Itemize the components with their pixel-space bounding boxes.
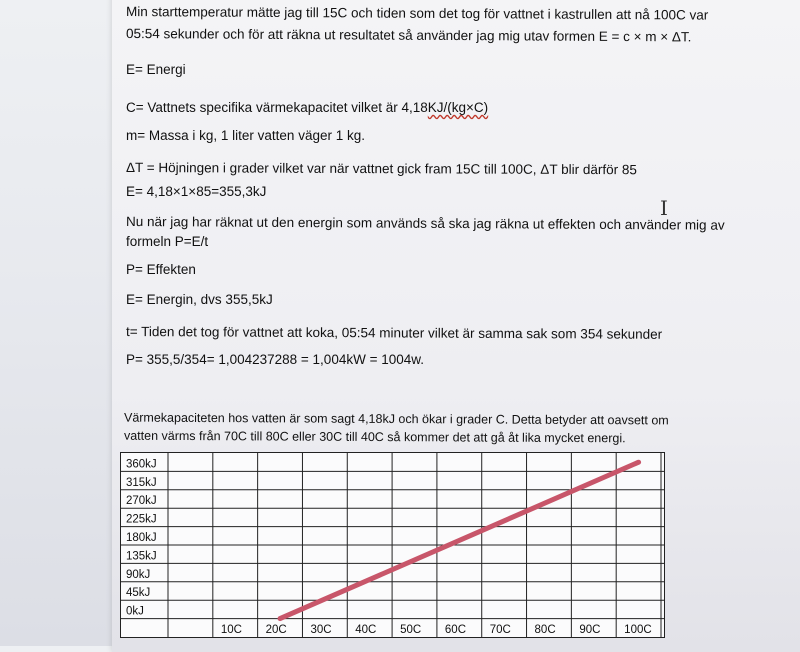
x-tick-label: 10C — [220, 623, 242, 636]
energy-definition: E= Energi — [126, 62, 186, 77]
x-tick-label: 20C — [265, 623, 287, 636]
paragraph-3-line-1: Värmekapaciteten hos vatten är som sagt 4,18kJ och ökar i grader C. Detta betyder att oavsett om — [123, 410, 669, 428]
y-tick-label: 360kJ — [126, 458, 157, 471]
x-tick-label: 90C — [579, 623, 601, 636]
heat-capacity-definition — [126, 100, 488, 115]
y-tick-label: 180kJ — [126, 531, 157, 544]
y-tick-label: 90kJ — [126, 568, 151, 581]
paragraph-3-line-2: vatten värms från 70C till 80C eller 30C till 40C så kommer det att gå åt lika mycket energi. — [123, 428, 626, 446]
text-cursor-icon: I — [660, 196, 668, 220]
power-definition: P= Effekten — [126, 262, 196, 277]
y-tick-label: 45kJ — [126, 587, 151, 600]
y-tick-label: 315kJ — [126, 476, 157, 489]
x-tick-label: 60C — [444, 623, 467, 636]
energy-calculation: E= 4,18×1×85=355,3kJ — [126, 184, 267, 199]
y-tick-label: 270kJ — [126, 495, 157, 508]
time-definition: t= Tiden det tog för vattnet att koka, 05:54 minuter vilket är samma sak som 354 sekunder — [125, 324, 663, 342]
paragraph-1-line-2: 05:54 sekunder och för att räkna ut resultatet så använder jag mig utav formen E = c × m × ΔT. — [125, 26, 692, 45]
y-tick-label: 225kJ — [126, 513, 157, 526]
paragraph-1-line-1: Min starttemperatur mätte jag till 15C och tiden som det tog för vattnet i kastrullen att nå 100C var — [125, 4, 709, 23]
x-tick-label: 30C — [310, 623, 332, 636]
paragraph-2-line-1: Nu när jag har räknat ut den energin som används så ska jag räkna ut effekten och använder mig av — [125, 214, 725, 233]
x-tick-label: 50C — [400, 623, 422, 636]
energy-definition-2: E= Energin, dvs 355,5kJ — [126, 292, 273, 307]
x-tick-label: 100C — [624, 623, 652, 636]
paragraph-2-line-2: formeln P=E/t — [126, 234, 209, 249]
x-tick-label: 40C — [355, 623, 377, 636]
y-tick-label: 0kJ — [126, 605, 144, 618]
chart-svg — [120, 452, 665, 638]
delta-t-definition: ΔT = Höjningen i grader vilket var när vattnet gick fram 15C till 100C, ΔT blir därför 85 — [125, 160, 637, 178]
power-calculation: P= 355,5/354= 1,004237288 = 1,004kW = 1004w. — [126, 352, 424, 367]
energy-temperature-chart — [120, 452, 665, 638]
mass-definition: m= Massa i kg, 1 liter vatten väger 1 kg. — [126, 128, 365, 143]
x-tick-label: 80C — [534, 623, 556, 636]
heat-capacity-unit: KJ/(kg×C) — [427, 100, 489, 115]
heat-capacity-text: C= Vattnets specifika värmekapacitet vilket är 4,18 — [126, 100, 428, 115]
x-tick-label: 70C — [489, 623, 511, 636]
y-tick-label: 135kJ — [126, 550, 157, 563]
